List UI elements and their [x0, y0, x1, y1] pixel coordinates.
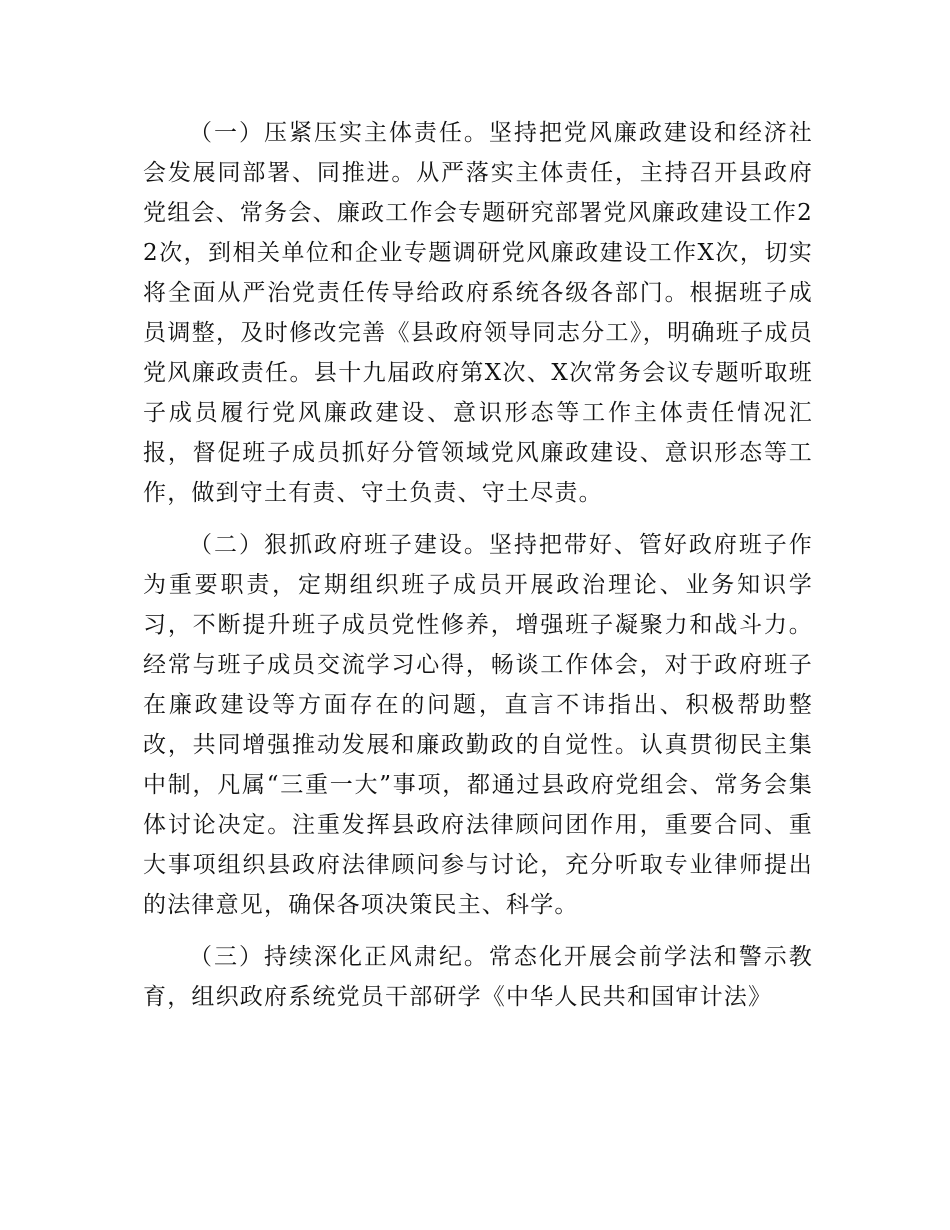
paragraph-main-responsibility: （一）压紧压实主体责任。坚持把党风廉政建设和经济社会发展同部署、同推进。从严落实主体责任，主持召开县政府党组会、常务会、廉政工作会专题研究部署党风廉政建设工作22次，到相关单位和企业专题调研党风廉政建设工作X次，切实将全面从严治党责任传导给政府系统各级各部门。根据班子成员调整，及时修改完善《县政府领导同志分工》，明确班子成员党风廉政责任。县十九届政府第X次、X次常务会议专题听取班子成员履行党风廉政建设、意识形态等工作主体责任情况汇报，督促班子成员抓好分管领域党风廉政建设、意识形态等工作，做到守土有责、守土负责、守土尽责。: [143, 120, 813, 506]
paragraph-team-building: （二）狠抓政府班子建设。坚持把带好、管好政府班子作为重要职责，定期组织班子成员开展政治理论、业务知识学习，不断提升班子成员党性修养，增强班子凝聚力和战斗力。经常与班子成员交流学习心得，畅谈工作体会，对于政府班子在廉政建设等方面存在的问题，直言不讳指出、积极帮助整改，共同增强推动发展和廉政勤政的自觉性。认真贯彻民主集中制，凡属“三重一大”事项，都通过县政府党组会、常务会集体讨论决定。注重发挥县政府法律顾问团作用，重要合同、重大事项组织县政府法律顾问参与讨论，充分听取专业律师提出的法律意见，确保各项决策民主、科学。: [143, 532, 813, 918]
paragraph-discipline: （三）持续深化正风肃纪。常态化开展会前学法和警示教育，组织政府系统党员干部研学《中华人民共和国审计法》: [143, 944, 813, 1010]
